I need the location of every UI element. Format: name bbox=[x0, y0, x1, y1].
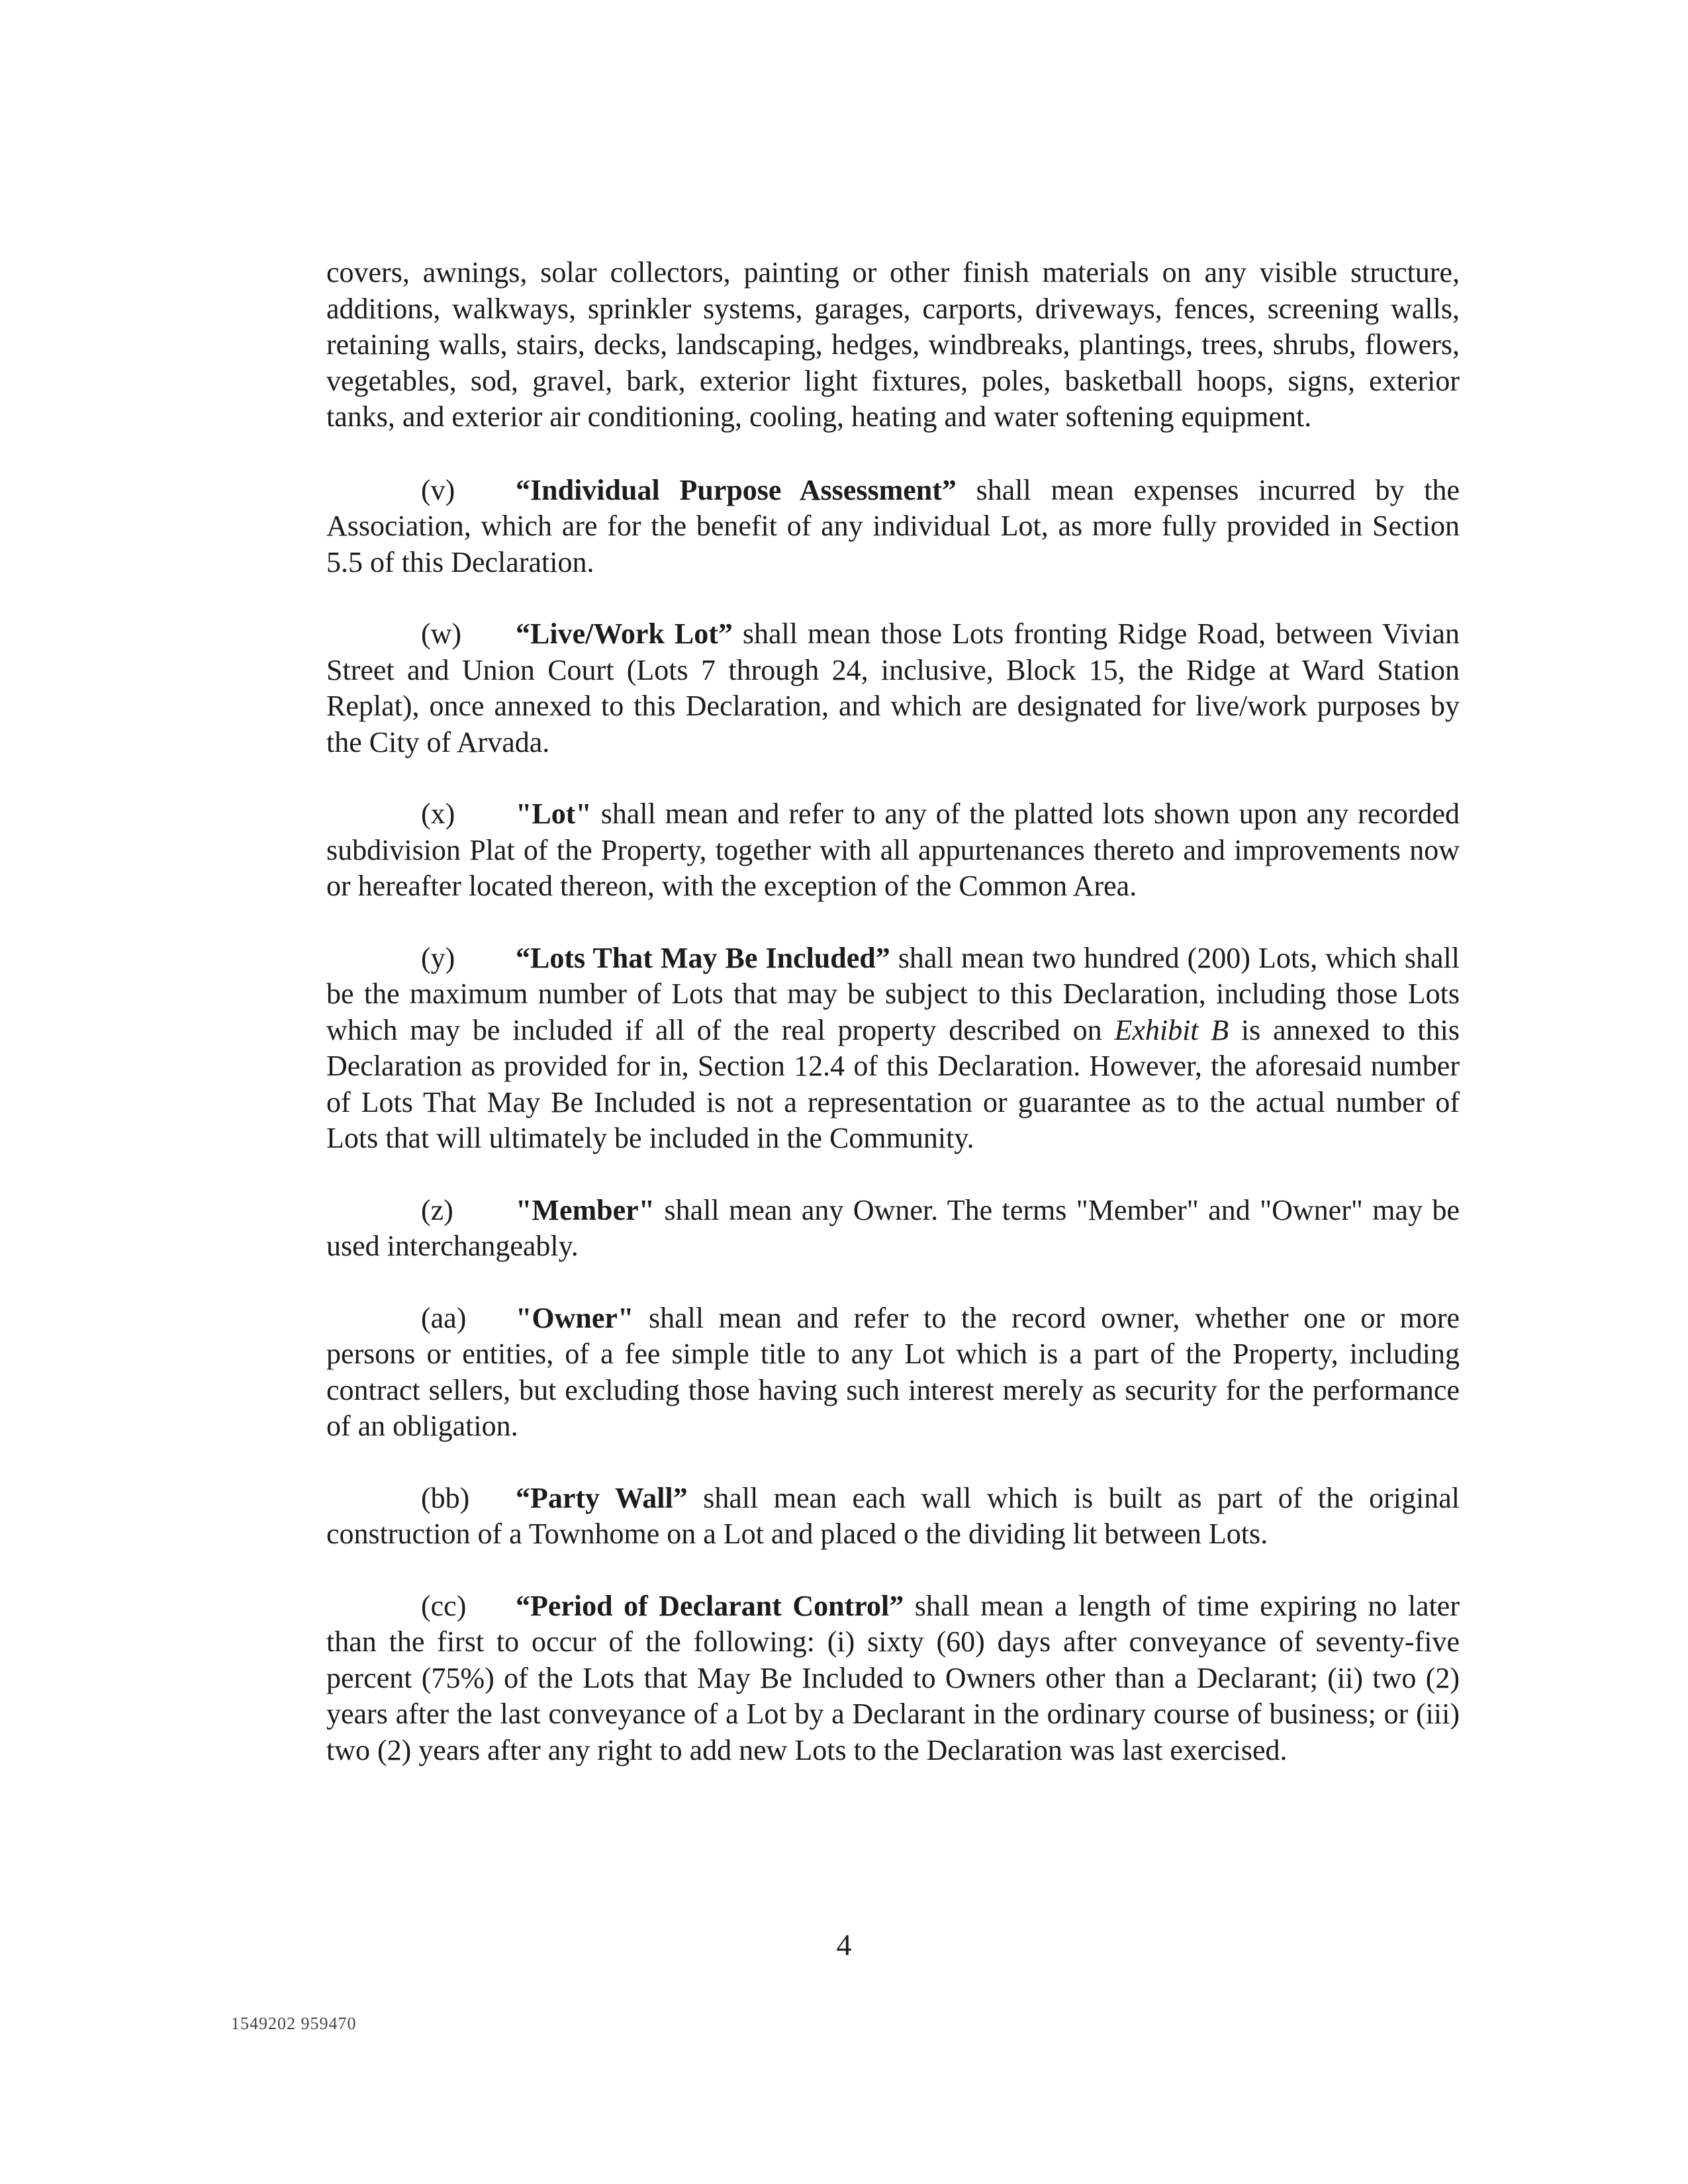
exhibit-reference: Exhibit B bbox=[1114, 1013, 1229, 1046]
definition-term: “Individual Purpose Assessment” bbox=[516, 473, 957, 506]
definition-text: shall mean and refer to the record owner, whether one or more persons or entities, of a fee simple title to any Lot which is a part of the Property, including contract sellers, but excluding those having such interest merely as security for the performance of an obligation. bbox=[326, 1301, 1460, 1442]
definition-bb bbox=[326, 1480, 1460, 1553]
definition-term: “Party Wall” bbox=[516, 1481, 688, 1514]
definition-text: shall mean two hundred (200) Lots, which shall be the maximum number of Lots that may be subject to this Declaration, including those Lots which may be included if all of the real property described on bbox=[326, 941, 1460, 1046]
definition-w bbox=[326, 616, 1460, 760]
definition-y bbox=[326, 940, 1460, 1157]
definition-term: “Period of Declarant Control” bbox=[516, 1589, 904, 1622]
definition-text: shall mean expenses incurred by the Association, which are for the benefit of any individual Lot, as more fully provided in Section 5.5 of this Declaration. bbox=[326, 473, 1460, 578]
definition-term: “Live/Work Lot” bbox=[516, 617, 733, 650]
definition-term: "Member" bbox=[516, 1193, 655, 1226]
document-body bbox=[326, 255, 1460, 1804]
definition-label: (y) bbox=[421, 941, 455, 974]
definition-z bbox=[326, 1193, 1460, 1265]
document-reference: 1549202 959470 bbox=[231, 2014, 357, 2033]
definition-text-continued: is annexed to this Declaration as provided for in, Section 12.4 of this Declaration. However, the aforesaid number of Lots That May Be Included is not a representation or guarantee as to the actual number of Lots that will ultimately be included in the Community. bbox=[326, 1013, 1460, 1154]
continuation-paragraph: covers, awnings, solar collectors, painting or other finish materials on any visible structure, additions, walkways, sprinkler systems, garages, carports, driveways, fences, screening walls, retaining walls, stairs, decks, landscaping, hedges, windbreaks, plantings, trees, shrubs, flowers, vegetables, sod, gravel, bark, exterior light fixtures, poles, basketball hoops, signs, exterior tanks, and exterior air conditioning, cooling, heating and water softening equipment. bbox=[326, 256, 1460, 433]
definition-term: "Owner" bbox=[516, 1301, 634, 1334]
definition-x bbox=[326, 796, 1460, 905]
definition-text: shall mean those Lots fronting Ridge Road, between Vivian Street and Union Court (Lots 7 through 24, inclusive, Block 15, the Ridge at Ward Station Replat), once annexed to this Declaration, and which are designated for live/work purposes by the City of Arvada. bbox=[326, 617, 1460, 758]
definition-v bbox=[326, 473, 1460, 581]
definition-label: (z) bbox=[421, 1193, 453, 1226]
definition-label: (w) bbox=[421, 617, 462, 650]
definition-aa bbox=[326, 1300, 1460, 1445]
definition-label: (bb) bbox=[421, 1481, 470, 1514]
definition-text: shall mean and refer to any of the platted lots shown upon any recorded subdivision Plat of the Property, together with all appurtenances thereto and improvements now or hereafter located thereon, with the exception of the Common Area. bbox=[326, 797, 1460, 902]
definition-text: shall mean a length of time expiring no later than the first to occur of the following: (i) sixty (60) days after conveyance of seventy-five percent (75%) of the Lots that May Be Included to Owners other than a Declarant; (ii) two (2) years after the last conveyance of a Lot by a Declarant in the ordinary course of business; or (iii) two (2) years after any right to add new Lots to the Declaration was last exercised. bbox=[326, 1589, 1460, 1766]
definition-label: (aa) bbox=[421, 1301, 467, 1334]
definition-text: shall mean each wall which is built as part of the original construction of a Townhome on a Lot and placed o the dividing lit between Lots. bbox=[326, 1481, 1460, 1550]
definition-term: "Lot" bbox=[516, 797, 592, 830]
page-number: 4 bbox=[836, 1928, 852, 1962]
definition-cc bbox=[326, 1588, 1460, 1769]
definition-label: (cc) bbox=[421, 1589, 467, 1622]
definition-label: (v) bbox=[421, 473, 455, 506]
definition-label: (x) bbox=[421, 797, 455, 830]
definition-text: shall mean any Owner. The terms "Member" and "Owner" may be used interchangeably. bbox=[326, 1193, 1460, 1262]
definition-term: “Lots That May Be Included” bbox=[516, 941, 890, 974]
